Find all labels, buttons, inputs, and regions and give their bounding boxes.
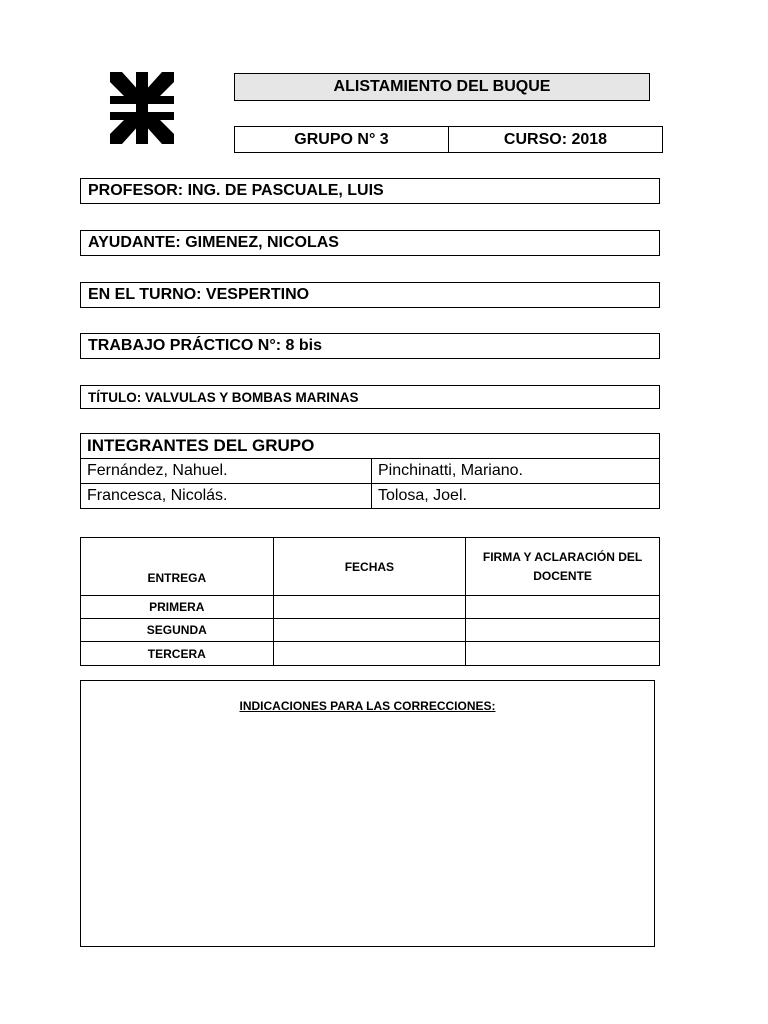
- entrega-label: TERCERA: [81, 642, 274, 666]
- member-name: Francesca, Nicolás.: [81, 484, 372, 509]
- grupo-curso-row: [234, 126, 663, 153]
- grupo-number: GRUPO N° 3: [234, 126, 449, 153]
- member-name: Pinchinatti, Mariano.: [372, 459, 660, 484]
- firma-column-header: FIRMA Y ACLARACIÓN DEL DOCENTE: [466, 538, 660, 596]
- correcciones-box: [80, 680, 655, 947]
- fecha-cell: [273, 642, 466, 666]
- correcciones-label: INDICACIONES PARA LAS CORRECCIONES:: [239, 699, 496, 713]
- trabajo-practico-field: TRABAJO PRÁCTICO N°: 8 bis: [80, 333, 660, 359]
- fechas-column-header: FECHAS: [273, 538, 466, 596]
- turno-field: EN EL TURNO: VESPERTINO: [80, 282, 660, 308]
- table-row: [81, 484, 660, 509]
- firma-cell: [466, 596, 660, 619]
- table-row: [81, 642, 660, 666]
- utn-logo-icon: [110, 72, 174, 144]
- titulo-field: TÍTULO: VALVULAS Y BOMBAS MARINAS: [80, 385, 660, 409]
- entrega-label: PRIMERA: [81, 596, 274, 619]
- member-name: Tolosa, Joel.: [372, 484, 660, 509]
- curso-year: CURSO: 2018: [449, 126, 663, 153]
- firma-cell: [466, 642, 660, 666]
- fecha-cell: [273, 619, 466, 642]
- table-row: [81, 459, 660, 484]
- integrantes-table: [80, 433, 660, 509]
- entrega-label: SEGUNDA: [81, 619, 274, 642]
- ayudante-field: AYUDANTE: GIMENEZ, NICOLAS: [80, 230, 660, 256]
- entrega-column-header: ENTREGA: [81, 538, 274, 596]
- fecha-cell: [273, 596, 466, 619]
- entregas-table: [80, 537, 660, 666]
- table-row: [81, 619, 660, 642]
- table-row: [81, 596, 660, 619]
- member-name: Fernández, Nahuel.: [81, 459, 372, 484]
- profesor-field: PROFESOR: ING. DE PASCUALE, LUIS: [80, 178, 660, 204]
- integrantes-header: INTEGRANTES DEL GRUPO: [81, 434, 660, 459]
- firma-cell: [466, 619, 660, 642]
- document-title: ALISTAMIENTO DEL BUQUE: [234, 73, 650, 101]
